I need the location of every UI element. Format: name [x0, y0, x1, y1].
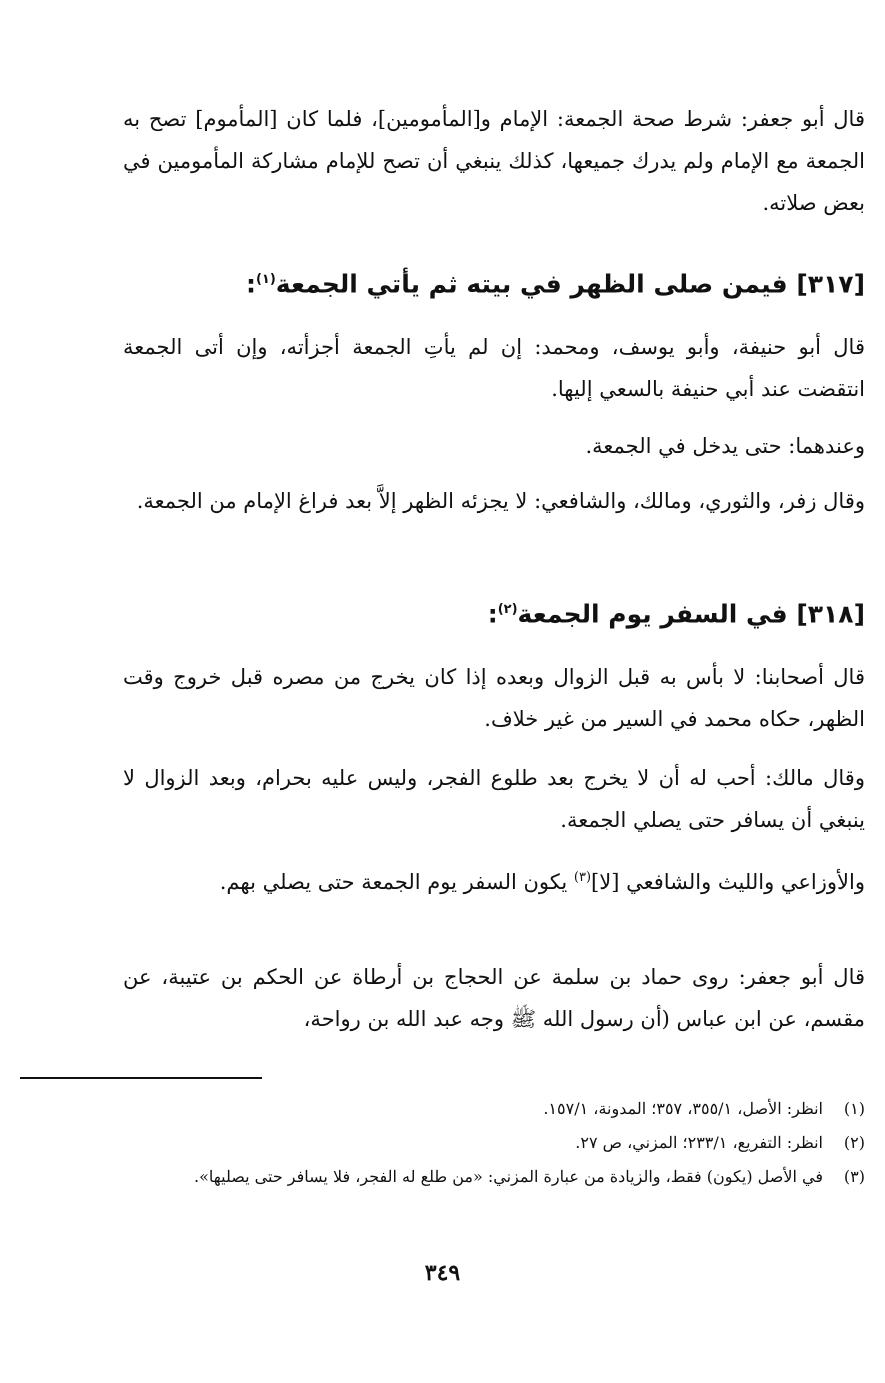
- paragraph-their-view: وعندهما: حتى يدخل في الجمعة.: [585, 434, 865, 458]
- paragraph-malik: وقال مالك: أحب له أن لا يخرج بعد طلوع الفجر، وليس عليه بحرام، وبعد الزوال لا ينبغي أن يسافر حتى يصلي الجمعة.: [123, 766, 865, 832]
- footnote-divider: [20, 1077, 262, 1079]
- footnote-number: (٢): [843, 1133, 865, 1152]
- footnote-ref-2[interactable]: (٢): [497, 602, 518, 617]
- section-heading-317-text: [٣١٧] فيمن صلى الظهر في بيته ثم يأتي الجمعة: [275, 269, 865, 299]
- page-number: ٣٤٩: [424, 1260, 461, 1286]
- section-heading-317: [123, 262, 865, 302]
- heading-colon: :: [245, 269, 256, 299]
- footnote-number: (١): [843, 1099, 865, 1118]
- section-heading-318: [123, 592, 865, 632]
- footnote-1: [130, 1092, 865, 1126]
- footnote-ref-3[interactable]: (٣): [573, 870, 592, 885]
- paragraph-awzai: [123, 857, 865, 903]
- paragraph-awzai-start: والأوزاعي والليث والشافعي [لا]: [591, 870, 865, 894]
- footnote-number: (٣): [843, 1167, 865, 1186]
- footnote-text: انظر: التفريع، ٢٣٣/١؛ المزني، ص ٢٧.: [575, 1133, 823, 1152]
- footnote-ref-1[interactable]: (١): [255, 272, 276, 287]
- paragraph-abu-hanifa: قال أبو حنيفة، وأبو يوسف، ومحمد: إن لم يأتِ الجمعة أجزأته، وإن أتى الجمعة انتقضت عند أبي حنيفة بالسعي إليها.: [123, 335, 865, 401]
- footnote-text: انظر: الأصل، ٣٥٥/١، ٣٥٧؛ المدونة، ١٥٧/١.: [543, 1099, 823, 1118]
- footnote-text: في الأصل (يكون) فقط، والزيادة من عبارة المزني: «من طلع له الفجر، فلا يسافر حتى يصليها».: [193, 1167, 823, 1186]
- paragraph-our-companions: قال أصحابنا: لا بأس به قبل الزوال وبعده إذا كان يخرج من مصره قبل خروج وقت الظهر، حكاه محمد في السير من غير خلاف.: [123, 665, 865, 731]
- section-heading-318-text: [٣١٨] في السفر يوم الجمعة: [517, 599, 865, 629]
- paragraph-hammad: قال أبو جعفر: روى حماد بن سلمة عن الحجاج بن أرطاة عن الحكم بن عتيبة، عن مقسم، عن ابن عباس (أن رسول الله ﷺ وجه عبد الله بن رواحة،: [123, 965, 865, 1031]
- paragraph-awzai-end: يكون السفر يوم الجمعة حتى يصلي بهم.: [219, 870, 574, 894]
- paragraph-zufar: وقال زفر، والثوري، ومالك، والشافعي: لا يجزئه الظهر إلاَّ بعد فراغ الإمام من الجمعة.: [136, 489, 865, 513]
- footnote-3: [130, 1160, 865, 1194]
- heading-colon: :: [487, 599, 498, 629]
- footnote-2: [130, 1126, 865, 1160]
- paragraph-imam-condition: قال أبو جعفر: شرط صحة الجمعة: الإمام و[المأمومين]، فلما كان [المأموم] تصح به الجمعة مع الإمام ولم يدرك جميعها، كذلك ينبغي أن تصح للإمام مشاركة المأمومين في بعض صلاته.: [123, 107, 865, 215]
